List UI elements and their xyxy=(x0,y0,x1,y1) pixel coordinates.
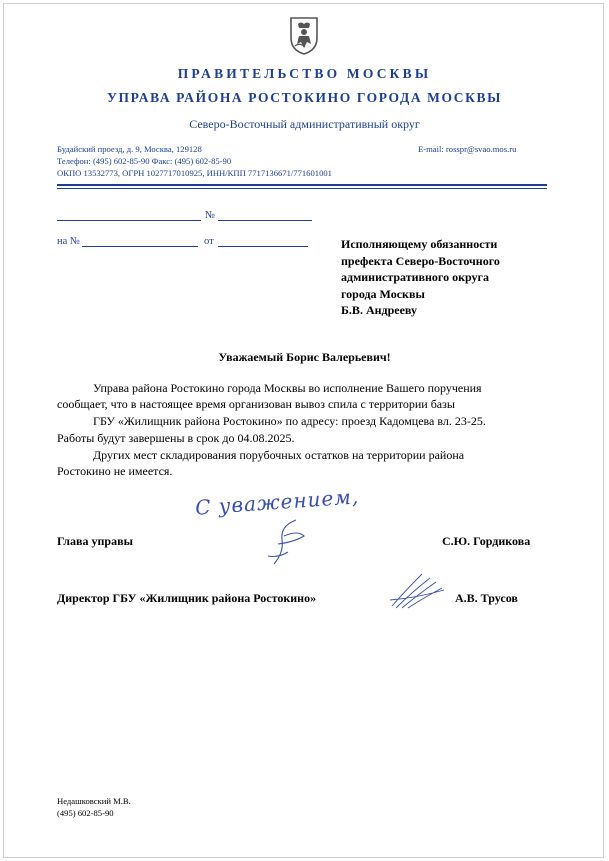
reference-number-line xyxy=(82,246,198,247)
body-line-2: сообщает, что в настоящее время организован вывоз спила с территории базы xyxy=(57,397,455,411)
header-government: ПРАВИТЕЛЬСТВО МОСКВЫ xyxy=(177,66,432,81)
addressee-line-5: Б.В. Андрееву xyxy=(341,303,417,317)
reference-date-line xyxy=(218,246,308,247)
body-line-6: Ростокино не имеется. xyxy=(57,464,173,478)
addressee-line-3: административного округа xyxy=(341,270,489,284)
greeting: Уважаемый Борис Валерьевич! xyxy=(218,350,391,364)
reference-date-label: от xyxy=(204,236,214,247)
body-line-5: Других мест складирования порубочных остатков на территории района xyxy=(93,448,465,462)
body-line-4: Работы будут завершены в срок до 04.08.2025. xyxy=(57,431,295,445)
header-okrug: Северо-Восточный административный округ xyxy=(189,117,420,131)
signature-1-scribble xyxy=(258,512,318,572)
addressee-line-4: города Москвы xyxy=(341,286,425,301)
handwritten-closing: С уважением, xyxy=(194,484,360,520)
signature-1-title: Глава управы xyxy=(57,534,133,548)
executor-phone: (495) 602-85-90 xyxy=(57,808,114,818)
addressee-block xyxy=(341,236,571,319)
header-rule-thin xyxy=(57,188,547,189)
moscow-coat-of-arms-icon xyxy=(287,14,321,56)
header-rule-thick xyxy=(57,184,547,186)
reference-number-label: на № xyxy=(57,236,80,247)
signature-2-scribble xyxy=(386,570,448,612)
header-address: Будайский проезд, д. 9, Москва, 129128 xyxy=(57,144,202,154)
addressee-line-2: префекта Северо-Восточного xyxy=(341,253,500,268)
body-line-1: Управа района Ростокино города Москвы во исполнение Вашего поручения xyxy=(93,381,482,395)
signature-2-name: А.В. Трусов xyxy=(455,591,518,605)
outgoing-date-line xyxy=(218,220,312,221)
header-phones: Телефон: (495) 602-85-90 Факс: (495) 602-85-90 xyxy=(57,156,232,166)
header-codes: ОКПО 13532773, ОГРН 1027717010925, ИНН/КПП 7717136671/771601001 xyxy=(57,168,332,178)
outgoing-number-line xyxy=(57,220,201,221)
executor-name: Недашковский М.В. xyxy=(57,796,131,806)
number-sign: № xyxy=(205,210,216,221)
addressee-line-1: Исполняющему обязанности xyxy=(341,237,498,251)
body-line-3: ГБУ «Жилищник района Ростокино» по адресу: проезд Кадомцева вл. 23-25. xyxy=(93,414,486,428)
signature-2-title: Директор ГБУ «Жилищник района Ростокино» xyxy=(57,591,317,605)
header-email: E-mail: rosspr@svao.mos.ru xyxy=(418,144,517,154)
header-district-council: УПРАВА РАЙОНА РОСТОКИНО ГОРОДА МОСКВЫ xyxy=(107,90,502,105)
signature-1-name: С.Ю. Гордикова xyxy=(442,534,531,548)
